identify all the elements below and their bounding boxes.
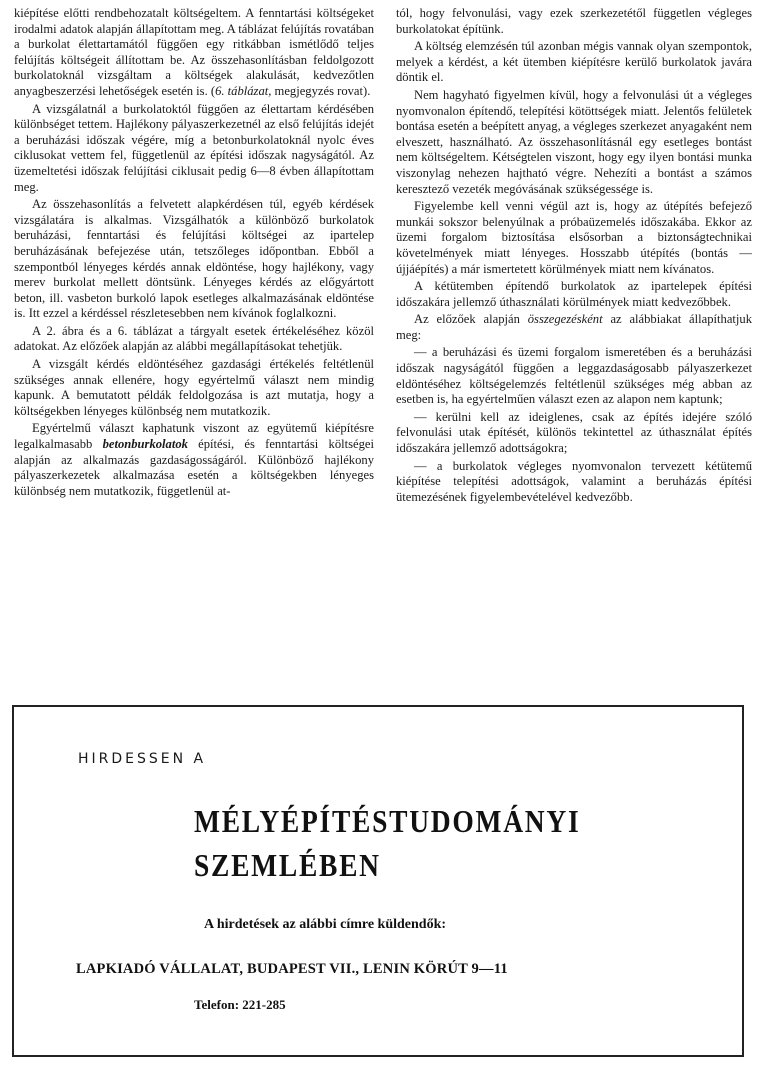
- emphasis-text: betonburkolatok: [102, 437, 188, 452]
- paragraph-text: Figyelembe kell venni végül azt is, hogy az útépítés befejező munkái sokszor belenyúlnak a próbaüzemelés időszakába. Ekkor az üzemi forgalom biztosítása elsősorban a biztonságtechnikai követelmények miatt lényeges. Hosszabb útépítés (bontás — újjáépítés) a már ismertetett körülmények miatt nem kívánatos.: [396, 199, 752, 276]
- paragraph-text: tól, hogy felvonulási, vagy ezek szerkezetétől független végleges burkolatokat építünk.: [396, 6, 752, 36]
- paragraph: [396, 312, 752, 343]
- paragraph: [396, 39, 752, 86]
- paragraph-text: — kerülni kell az ideiglenes, csak az építés idejére szóló felvonulási utak építését, különös tekintettel az úthasználat építés időszakára jellemző adottságokra;: [396, 409, 752, 456]
- paragraph-text: az alábbiakat állapíthatjuk meg:: [396, 312, 753, 342]
- paragraph-text: — a beruházási és üzemi forgalom ismeretében és a beruházási időszak nagyságától függően a leggazdaságosabb pályaszerkezet eldöntéséhez költségelemzés feltétlenül szükséges még abban az esetben is, ha egyértelműen választ ezen az alapon nem kaptunk;: [396, 345, 752, 407]
- paragraph-text: kiépítése előtti rendbehozatalt költségeltem. A fenntartási költségeket irodalmi adatok alapján állapítottam meg. A táblázat felújítás rovatában a burkolat élettartamától függően egy ritkábban ismétlődő teljes felújítás költségeit állítottam be. Az összehasonlításban feldolgozott burkolatoknál vizsgáltam a költségek alakulását, kedvezőtlen anyagbeszerzési lehetőségek esetén is. (: [14, 6, 374, 98]
- emphasis-text: összegezésként: [527, 312, 603, 327]
- paragraph: [14, 102, 374, 196]
- paragraph: [396, 88, 752, 197]
- paragraph: [396, 459, 752, 506]
- paragraph: [396, 6, 752, 37]
- paragraph-text: A vizsgált kérdés eldöntéséhez gazdasági értékelés feltétlenül szükséges annak ellenére, hogy egyértelmű választ nem mindig kapunk. A bemutatott példák feldolgozása is azt mutatja, hogy a költségekben lényeges különbség nem mutatkozik.: [14, 357, 374, 418]
- emphasis-text: 6. táblázat,: [215, 83, 272, 98]
- advert-heading: HIRDESSEN A: [78, 751, 207, 767]
- right-text-column: [396, 6, 752, 507]
- paragraph-text: építési, és fenntartási költségei alapján az alkalmazás gazdaságosságáról. Különböző hajlékony pályaszerkezetek alkalmazása esetén a költségekben lényeges különbség nem mutatkozik, függetlenül at-: [14, 437, 374, 498]
- paragraph: [396, 199, 752, 277]
- advert-title: [194, 799, 580, 887]
- paragraph: [396, 279, 752, 310]
- left-text-column: [14, 6, 374, 501]
- paragraph-text: Nem hagyható figyelmen kívül, hogy a felvonulási út a végleges nyomvonalon építendő, telepítési kötöttségek miatt. Jelentős felületek bontása esetén a beépített anyag, a végleges szerkezet anyagaként nem elveszett, használható. Az összehasonlításnál egy esetleges bontást nem költségeltem. Kétségtelen viszont, hogy egy ilyen bontási munka viszonylag nehezen hajtható végre. Nehezíti a bontást a számos keresztező vezeték megóvásának szükségessége is.: [396, 87, 752, 196]
- advert-instruction: A hirdetések az alábbi címre küldendők:: [204, 917, 447, 932]
- paragraph: [14, 6, 374, 100]
- paragraph: [14, 357, 374, 419]
- advert-title-line-1: MÉLYÉPÍTÉSTUDOMÁNYI: [194, 803, 581, 839]
- advertisement-box: [12, 705, 744, 1057]
- paragraph-text: Egyértelmű választ kaphatunk viszont az együtemű kiépítésre legalkalmasabb: [14, 421, 374, 452]
- paragraph-text: Az összehasonlítás a felvetett alapkérdésen túl, egyéb kérdések vizsgálatára is alkalmas. Vizsgálhatók a különböző burkolatok beruházási, fenntartási és felújítási költségei az ipartelep beruházásának befejezése után, tetszőleges időpontban. Ebből a szempontból lényeges kérdés annak eldöntése, hogy hajlékony, vagy merev burkolat mellett döntsünk. Lényeges kérdés az előgyártott beton, ill. vasbeton burkoló lapok esetleges alkalmazásának eldöntése is. Itt ezzel a kérdéssel részletesebben nem kívánok foglalkozni.: [14, 197, 374, 321]
- paragraph-text: megjegyzés rovat).: [271, 83, 371, 98]
- paragraph: [396, 410, 752, 457]
- advert-address: LAPKIADÓ VÁLLALAT, BUDAPEST VII., LENIN KÖRÚT 9—11: [76, 961, 508, 977]
- paragraph: [396, 345, 752, 407]
- paragraph: [14, 197, 374, 322]
- paragraph-text: — a burkolatok végleges nyomvonalon tervezett kétütemű kiépítése telepítési adottságok, valamint a beruházás építési ütemezésének figyelembevételével kedvezőbb.: [396, 458, 752, 504]
- paragraph-text: Az előzőek alapján: [414, 312, 528, 327]
- paragraph: [14, 324, 374, 355]
- paragraph: [14, 421, 374, 499]
- paragraph-text: A 2. ábra és a 6. táblázat a tárgyalt esetek értékeléséhez közöl adatokat. Az előzőek alapján az alábbi megállapításokat tehetjük.: [14, 323, 374, 354]
- paragraph-text: A költség elemzésén túl azonban mégis vannak olyan szempontok, melyek a kérdést, a két ütemben kiépítésre kerülő burkolatok javára döntik el.: [396, 39, 752, 85]
- paragraph-text: A vizsgálatnál a burkolatoktól függően az élettartam kérdésében különbséget tettem. Hajlékony pályaszerkezetnél az első felújítás idejét a beruházási időszak végére, míg a betonburkolatoknál nyolc éves ciklusokat vettem fel, függetlenül az építési időszak nagyságától. Az üzemeltetési időszak felújítási ciklusait pedig 6—8 évben állapítottam meg.: [14, 101, 374, 194]
- paragraph-text: A kétütemben építendő burkolatok az ipartelepek építési időszakára jellemző úthasználati körülmények miatt kedvezőbbek.: [396, 279, 752, 309]
- advert-title-line-2: SZEMLÉBEN: [194, 847, 381, 883]
- advert-phone: Telefon: 221-285: [194, 997, 286, 1012]
